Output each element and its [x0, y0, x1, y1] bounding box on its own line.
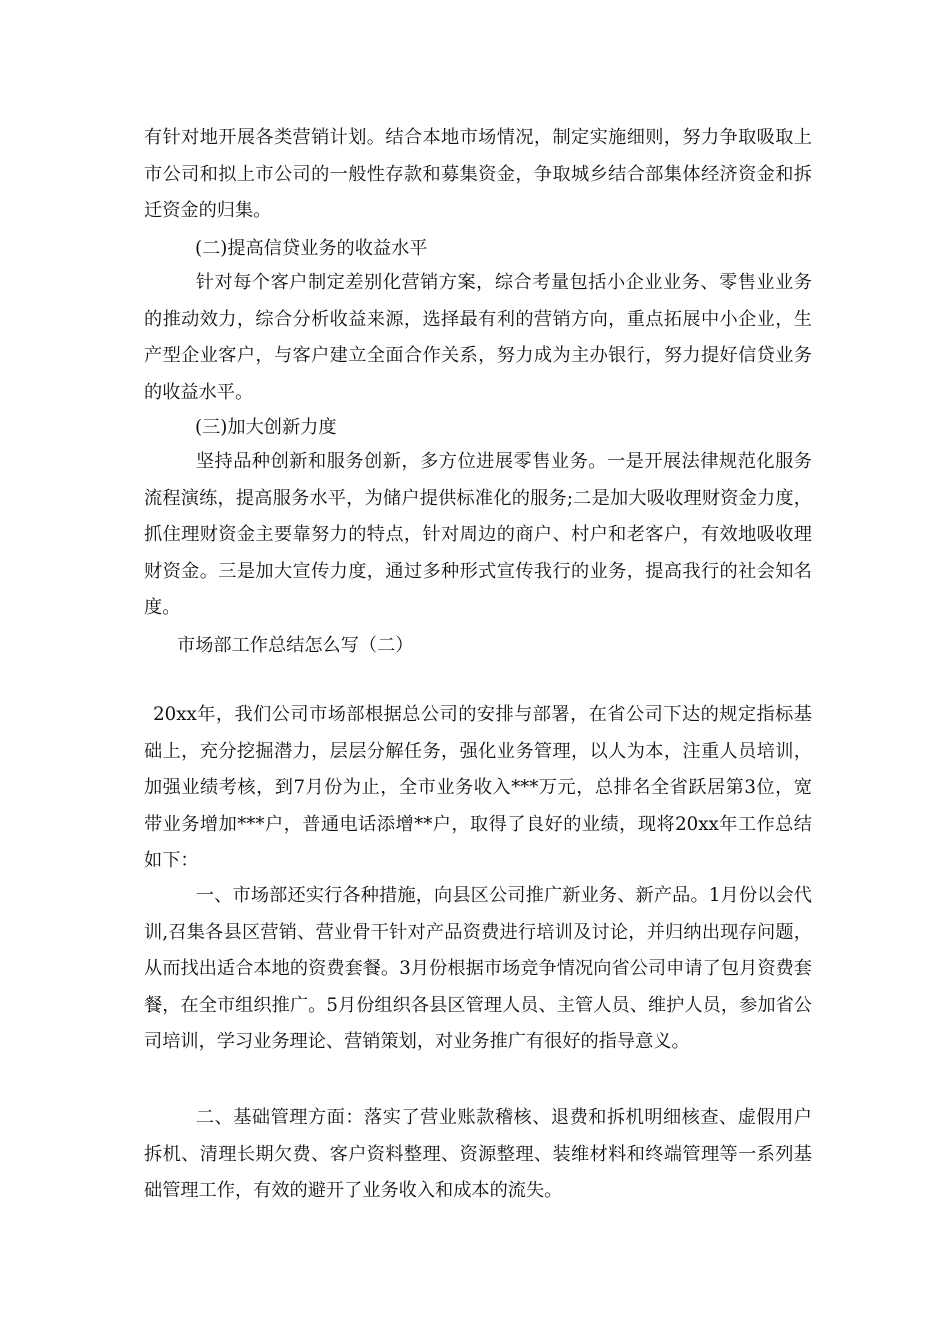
paragraph-new-business-promotion: 一、市场部还实行各种措施，向县区公司推广新业务、新产品。1月份以会代训,召集各县区营销、营业骨干针对产品资费进行培训及讨论，并归纳出现存问题，从而找出适合本地的资费套餐。3月份根据市场竞争情况向省公司申请了包月资费套餐，在全市组织推广。5月份组织各县区管理人员、主管人员、维护人员，参加省公司培训，学习业务理论、营销策划，对业务推广有很好的指导意义。 — [144, 885, 812, 1053]
paragraph-innovation: 坚持品种创新和服务创新，多方位进展零售业务。一是开展法律规范化服务流程演练，提高服务水平，为储户提供标准化的服务;二是加大吸收理财资金力度，抓住理财资金主要靠努力的特点，针对周边的商户、村户和老客户，有效地吸收理财资金。三是加大宣传力度，通过多种形式宣传我行的业务，提高我行的社会知名度。 — [144, 451, 812, 619]
paragraph-credit-income: 针对每个客户制定差别化营销方案，综合考量包括小企业业务、零售业业务的推动效力，综合分析收益来源，选择最有利的营销方向，重点拓展中小企业，生产型企业客户，与客户建立全面合作关系，努力成为主办银行，努力提好信贷业务的收益水平。 — [144, 272, 812, 403]
paragraph-basic-management: 二、基础管理方面：落实了营业账款稽核、退费和拆机明细核查、虚假用户拆机、清理长期欠费、客户资料整理、资源整理、装维材料和终端管理等一系列基础管理工作，有效的避开了业务收入和成本的流失。 — [144, 1107, 812, 1202]
section-heading-credit-income: (二)提高信贷业务的收益水平 — [195, 238, 428, 259]
section-heading-innovation: (三)加大创新力度 — [195, 417, 337, 438]
paragraph-annual-summary: 20xx年，我们公司市场部根据总公司的安排与部署，在省公司下达的规定指标基础上，充分挖掘潜力，层层分解任务，强化业务管理，以人为本，注重人员培训，加强业绩考核，到7月份为止，全市业务收入***万元，总排名全省跃居第3位，宽带业务增加***户，普通电话添增**户，取得了良好的业绩，现将20xx年工作总结如下： — [144, 704, 812, 872]
paragraph-marketing-plan: 有针对地开展各类营销计划。结合本地市场情况，制定实施细则，努力争取吸取上市公司和拟上市公司的一般性存款和募集资金，争取城乡结合部集体经济资金和拆迁资金的归集。 — [144, 127, 812, 222]
section-title-part-two: 市场部工作总结怎么写（二） — [177, 635, 414, 656]
